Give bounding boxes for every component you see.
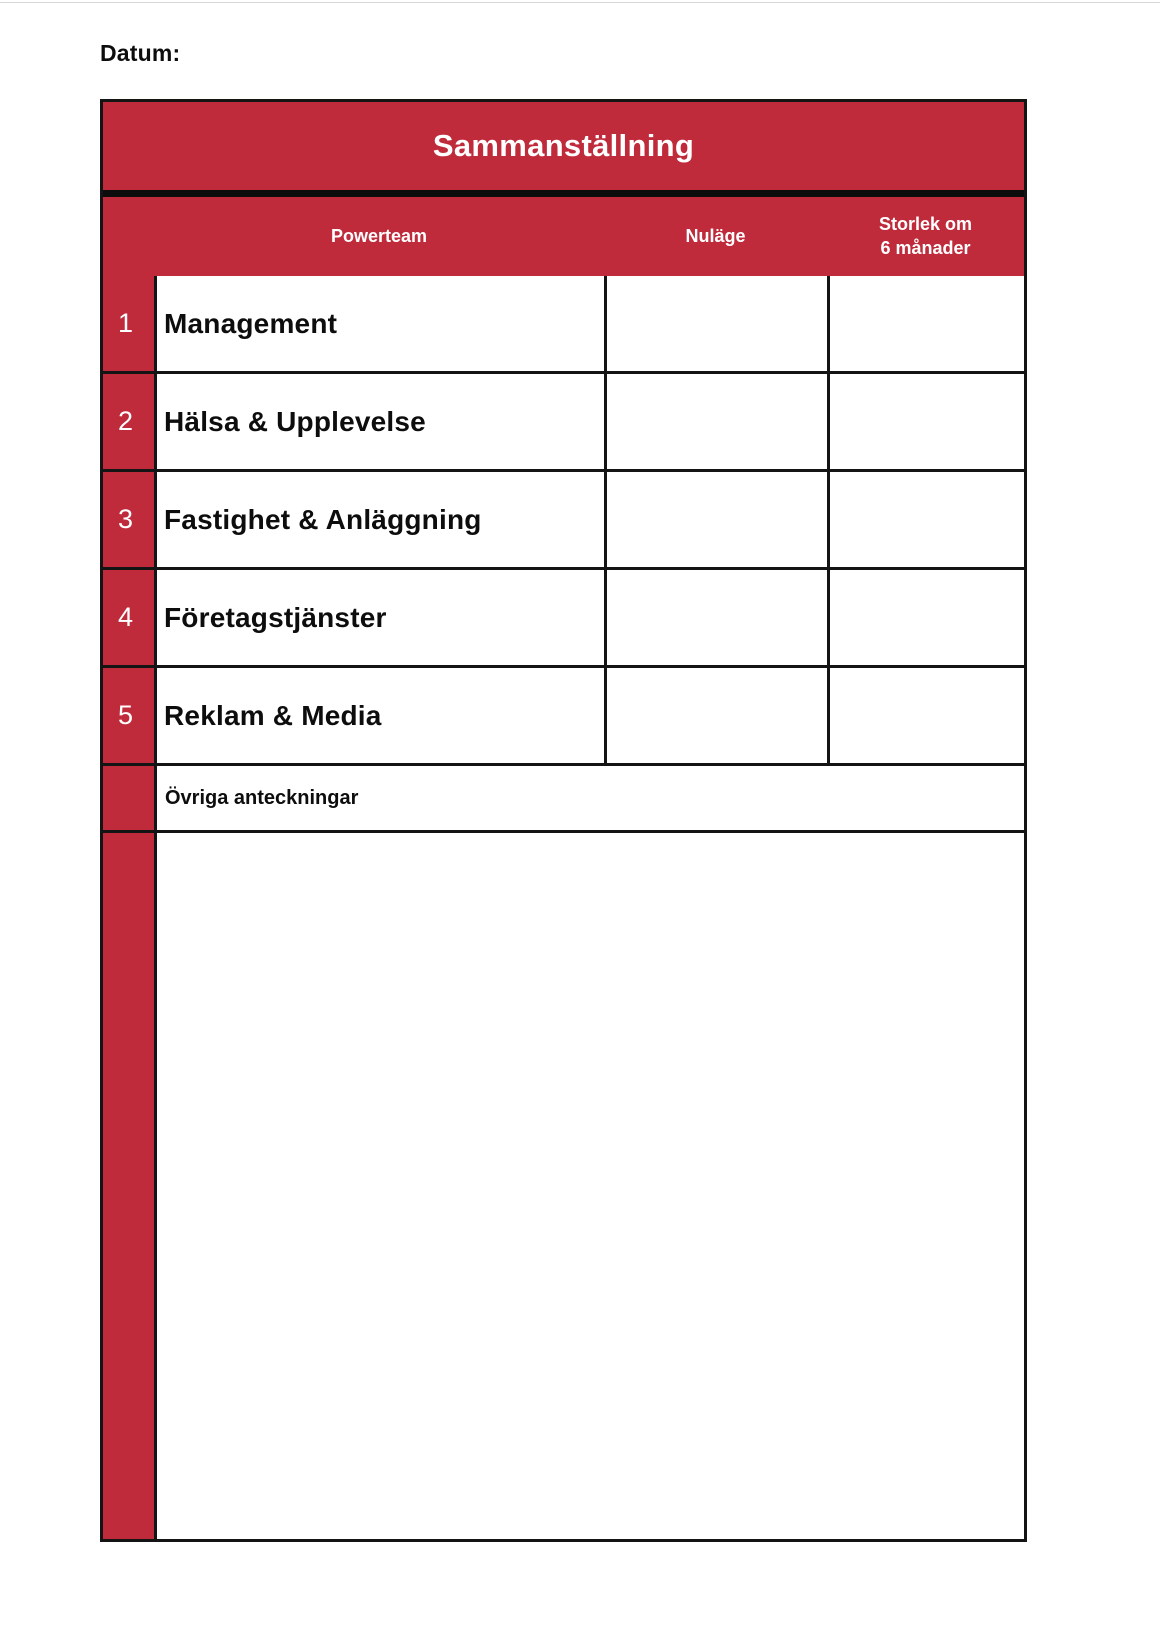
table-row [103,570,1024,668]
powerteam-name: Företagstjänster [154,570,604,665]
nulage-cell [604,668,827,763]
storlek-cell [827,276,1024,371]
summary-table [100,99,1027,1542]
storlek-cell [827,570,1024,665]
notes-number-spacer [103,766,154,830]
table-row [103,276,1024,374]
nulage-cell [604,374,827,469]
date-label: Datum: [100,40,181,66]
page-top-divider [0,2,1160,3]
row-number: 5 [103,668,154,763]
powerteam-name: Reklam & Media [154,668,604,763]
notes-label: Övriga anteckningar [154,766,1024,830]
nulage-cell [604,570,827,665]
notes-row [103,833,1024,1539]
powerteam-name: Management [154,276,604,371]
row-number: 3 [103,472,154,567]
powerteam-name: Hälsa & Upplevelse [154,374,604,469]
table-title-bar [103,102,1024,197]
notes-number-spacer [103,833,154,1539]
nulage-cell [604,276,827,371]
row-number: 2 [103,374,154,469]
row-number: 1 [103,276,154,371]
table-header-row [103,197,1024,276]
header-powerteam: Powerteam [330,225,428,246]
storlek-cell [827,472,1024,567]
header-nulage: Nuläge [685,225,746,246]
header-number-column [103,197,154,276]
row-number: 4 [103,570,154,665]
nulage-cell [604,472,827,567]
storlek-cell [827,668,1024,763]
table-row [103,472,1024,570]
notes-area [154,833,1024,1539]
powerteam-name: Fastighet & Anläggning [154,472,604,567]
header-storlek-line1: Storlek om [878,214,973,235]
table-title: Sammanställning [432,128,695,163]
header-storlek [827,197,1024,276]
header-storlek-line2: 6 månader [880,237,971,258]
notes-label-row [103,766,1024,833]
table-row [103,374,1024,472]
storlek-cell [827,374,1024,469]
table-row [103,668,1024,766]
